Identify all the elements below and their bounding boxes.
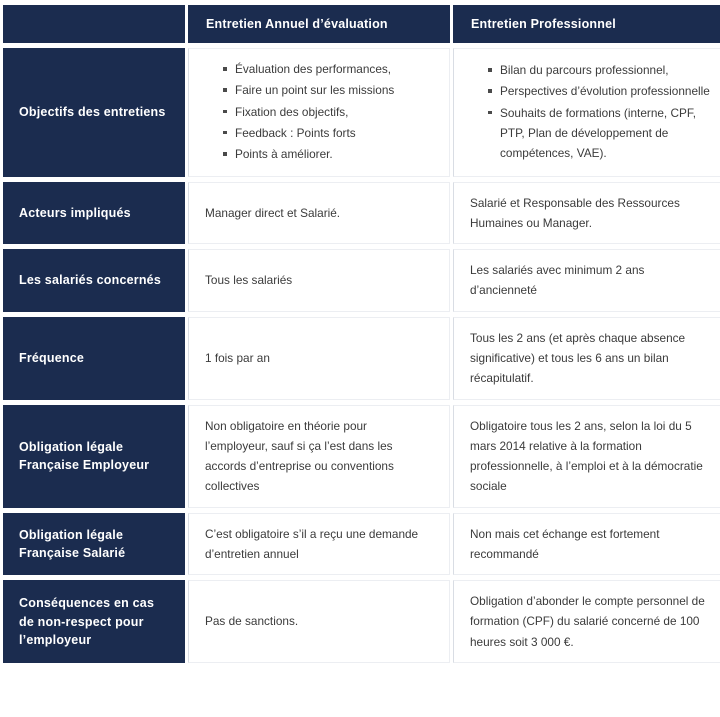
table-row (3, 249, 720, 312)
list-item: Souhaits de formations (interne, CPF, PTP, Plan de développement de compétences, VAE). (488, 103, 710, 164)
table-row (3, 405, 720, 508)
header-cell-entretien-professionnel: Entretien Professionnel (453, 5, 720, 43)
list-item: Perspectives d’évolution professionnelle (488, 81, 710, 101)
cell-text: Pas de sanctions. (205, 614, 299, 629)
cell-text: Manager direct et Salarié. (205, 205, 341, 220)
cell-text: C’est obligatoire s’il a reçu une demande d’entretien annuel (205, 526, 419, 561)
cell-annual-obligation-legale-francaise-employeur (188, 405, 450, 508)
cell-annual-les-salaries-concernes (188, 249, 450, 312)
cell-pro-obligation-legale-francaise-salarie (453, 513, 720, 576)
table-row (3, 580, 720, 663)
header-cell-entretien-annuel: Entretien Annuel d’évaluation (188, 5, 450, 43)
cell-annual-obligation-legale-francaise-salarie (188, 513, 450, 576)
cell-pro-acteurs-impliques (453, 182, 720, 245)
list-item: Points à améliorer. (223, 144, 431, 164)
cell-text: Tous les salariés (205, 273, 293, 288)
header-row (3, 5, 720, 43)
table-row (3, 513, 720, 576)
cell-annual-objectifs-des-entretiens (188, 48, 450, 176)
list-item: Fixation des objectifs, (223, 102, 431, 122)
list-item: Feedback : Points forts (223, 123, 431, 143)
cell-annual-consequences-en-cas-de-non-respect-pour- (188, 580, 450, 663)
row-label-objectifs-des-entretiens: Objectifs des entretiens (3, 48, 185, 176)
cell-pro-consequences-en-cas-de-non-respect-pour- (453, 580, 720, 663)
list-item: Bilan du parcours professionnel, (488, 60, 710, 80)
row-label-consequences-en-cas-de-non-respect-pour-: Conséquences en cas de non-respect pour l’employeur (3, 580, 185, 663)
row-label-les-salaries-concernes: Les salariés concernés (3, 249, 185, 312)
cell-annual-frequence (188, 317, 450, 400)
table-row (3, 317, 720, 400)
cell-text: Obligatoire tous les 2 ans, selon la loi du 5 mars 2014 relative à la formation professionnelle, à l’emploi et à la démocratie sociale (470, 418, 703, 494)
row-label-frequence: Fréquence (3, 317, 185, 400)
cell-pro-les-salaries-concernes (453, 249, 720, 312)
bullet-list (205, 59, 431, 164)
cell-text: Non obligatoire en théorie pour l’employeur, sauf si ça l’est dans les accords d’entreprise ou conventions collectives (205, 418, 394, 494)
row-label-obligation-legale-francaise-employeur: Obligation légale Française Employeur (3, 405, 185, 508)
cell-text: Obligation d’abonder le compte personnel de formation (CPF) du salarié concerné de 100 heures soit 3 000 €. (470, 594, 705, 649)
table-body (3, 48, 720, 663)
list-item: Faire un point sur les missions (223, 80, 431, 100)
bullet-list (470, 60, 710, 163)
cell-text: Non mais cet échange est fortement recommandé (470, 526, 660, 561)
cell-text: Salarié et Responsable des Ressources Humaines ou Manager. (470, 195, 680, 230)
cell-text: 1 fois par an (205, 350, 270, 365)
cell-pro-frequence (453, 317, 720, 400)
cell-pro-obligation-legale-francaise-employeur (453, 405, 720, 508)
table-header (3, 5, 720, 43)
table-row (3, 48, 720, 176)
header-cell-corner (3, 5, 185, 43)
cell-annual-acteurs-impliques (188, 182, 450, 245)
cell-pro-objectifs-des-entretiens (453, 48, 720, 176)
row-label-obligation-legale-francaise-salarie: Obligation légale Française Salarié (3, 513, 185, 576)
list-item: Évaluation des performances, (223, 59, 431, 79)
row-label-acteurs-impliques: Acteurs impliqués (3, 182, 185, 245)
cell-text: Les salariés avec minimum 2 ans d’ancienneté (470, 263, 645, 298)
cell-text: Tous les 2 ans (et après chaque absence significative) et tous les 6 ans un bilan récapitulatif. (470, 330, 686, 386)
table-row (3, 182, 720, 245)
